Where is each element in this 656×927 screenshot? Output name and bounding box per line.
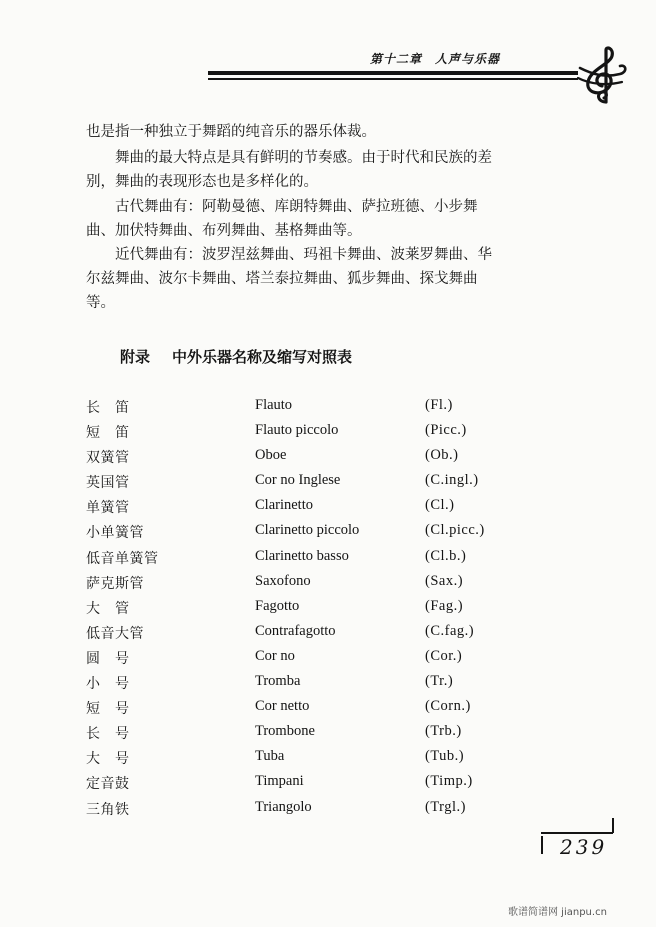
table-row xyxy=(0,472,656,497)
page-number-rule-right xyxy=(612,818,614,833)
instrument-chinese-name: 大 管 xyxy=(86,600,130,617)
instrument-italian-name: Tuba xyxy=(255,748,285,765)
instrument-chinese-name: 短 号 xyxy=(86,701,130,718)
instrument-chinese-name: 大 号 xyxy=(86,751,130,768)
instrument-italian-name: Cor no xyxy=(255,647,295,664)
table-row xyxy=(0,422,656,447)
instrument-italian-name: Clarinetto basso xyxy=(255,547,349,564)
instrument-chinese-name: 长 笛 xyxy=(86,400,130,416)
page-number-rule-left xyxy=(541,836,543,854)
table-row xyxy=(0,497,656,522)
instrument-abbreviation: (Cl.picc.) xyxy=(425,522,485,539)
instrument-abbreviation: (Sax.) xyxy=(425,572,464,589)
instrument-italian-name: Clarinetto piccolo xyxy=(255,522,360,539)
instrument-italian-name: Flauto piccolo xyxy=(255,422,339,439)
paragraph-line: 也是指一种独立于舞蹈的纯音乐的器乐体裁。 xyxy=(86,124,376,140)
paragraph-line: 等。 xyxy=(86,295,115,311)
instrument-chinese-name: 长 号 xyxy=(86,726,130,743)
instrument-italian-name: Fagotto xyxy=(255,597,300,614)
instrument-abbreviation: (Cl.b.) xyxy=(425,547,467,564)
paragraph-line: 别，舞曲的表现形态也是多样化的。 xyxy=(86,174,318,190)
table-row xyxy=(0,598,656,623)
treble-clef-icon xyxy=(576,44,632,106)
table-row xyxy=(0,447,656,472)
table-row xyxy=(0,799,656,824)
paragraph-1 xyxy=(86,120,586,144)
instrument-chinese-name: 小单簧管 xyxy=(86,525,144,542)
instrument-italian-name: Saxofono xyxy=(255,572,311,589)
paragraph-2 xyxy=(86,146,586,194)
instrument-italian-name: Triangolo xyxy=(255,798,312,815)
appendix-title: 中外乐器名称及缩写对照表 xyxy=(172,348,353,366)
paragraph-line: 近代舞曲有：波罗涅兹舞曲、玛祖卡舞曲、波莱罗舞曲、华 xyxy=(86,247,492,263)
instrument-abbreviation: (Fag.) xyxy=(425,597,464,614)
instrument-abbreviation: (Ob.) xyxy=(425,447,459,464)
instrument-abbreviation: (Picc.) xyxy=(425,422,467,439)
instrument-chinese-name: 三角铁 xyxy=(86,801,130,818)
header-rule-thick xyxy=(208,71,578,75)
instrument-abbreviation: (Cl.) xyxy=(425,497,455,514)
instrument-chinese-name: 定音鼓 xyxy=(86,776,130,793)
chapter-title: 第十二章 人声与乐器 xyxy=(370,52,501,66)
instrument-abbreviation: (Corn.) xyxy=(425,698,471,715)
instrument-chinese-name: 短 笛 xyxy=(86,425,130,442)
instrument-chinese-name: 低音大管 xyxy=(86,625,144,642)
instrument-chinese-name: 单簧管 xyxy=(86,500,130,517)
instrument-italian-name: Clarinetto xyxy=(255,497,313,514)
appendix-label: 附录 xyxy=(120,348,151,366)
instrument-italian-name: Contrafagotto xyxy=(255,622,336,639)
appendix-heading xyxy=(120,346,352,367)
instrument-abbreviation: (C.ingl.) xyxy=(425,472,479,489)
paragraph-line: 尔兹舞曲、波尔卡舞曲、塔兰泰拉舞曲、狐步舞曲、探戈舞曲 xyxy=(86,271,478,287)
table-row xyxy=(0,397,656,422)
instrument-italian-name: Timpani xyxy=(255,773,304,790)
table-row xyxy=(0,748,656,773)
instrument-table xyxy=(0,397,656,824)
instrument-chinese-name: 双簧管 xyxy=(86,450,130,467)
instrument-chinese-name: 萨克斯管 xyxy=(86,575,144,592)
table-row xyxy=(0,548,656,573)
table-row xyxy=(0,673,656,698)
instrument-chinese-name: 小 号 xyxy=(86,676,130,693)
instrument-italian-name: Cor netto xyxy=(255,698,310,715)
instrument-abbreviation: (Timp.) xyxy=(425,773,473,790)
instrument-abbreviation: (Tub.) xyxy=(425,748,465,765)
paragraph-line: 曲、加伏特舞曲、布列舞曲、基格舞曲等。 xyxy=(86,223,362,239)
page-number-rule xyxy=(541,832,613,834)
instrument-chinese-name: 英国管 xyxy=(86,475,130,492)
instrument-abbreviation: (Tr.) xyxy=(425,673,454,690)
table-row xyxy=(0,723,656,748)
paragraph-line: 古代舞曲有：阿勒曼德、库朗特舞曲、萨拉班德、小步舞 xyxy=(86,199,478,215)
watermark: 歌谱简谱网 jianpu.cn xyxy=(508,907,607,918)
instrument-abbreviation: (Fl.) xyxy=(425,397,453,413)
table-row xyxy=(0,623,656,648)
table-row xyxy=(0,573,656,598)
table-row xyxy=(0,698,656,723)
paragraph-line: 舞曲的最大特点是具有鲜明的节奏感。由于时代和民族的差 xyxy=(86,150,492,166)
paragraph-4 xyxy=(86,243,586,315)
instrument-italian-name: Flauto xyxy=(255,397,293,413)
instrument-chinese-name: 低音单簧管 xyxy=(86,550,159,567)
page-number: 239 xyxy=(560,835,608,859)
table-row xyxy=(0,773,656,798)
instrument-abbreviation: (Cor.) xyxy=(425,647,463,664)
instrument-chinese-name: 圆 号 xyxy=(86,650,130,667)
paragraph-3 xyxy=(86,195,586,243)
table-row xyxy=(0,648,656,673)
instrument-italian-name: Tromba xyxy=(255,673,301,690)
instrument-italian-name: Oboe xyxy=(255,447,287,464)
instrument-abbreviation: (Trb.) xyxy=(425,723,462,740)
instrument-italian-name: Trombone xyxy=(255,723,315,740)
instrument-abbreviation: (Trgl.) xyxy=(425,798,466,815)
instrument-italian-name: Cor no Inglese xyxy=(255,472,341,489)
instrument-abbreviation: (C.fag.) xyxy=(425,622,475,639)
header-rule-thin xyxy=(208,78,578,80)
table-row xyxy=(0,522,656,547)
